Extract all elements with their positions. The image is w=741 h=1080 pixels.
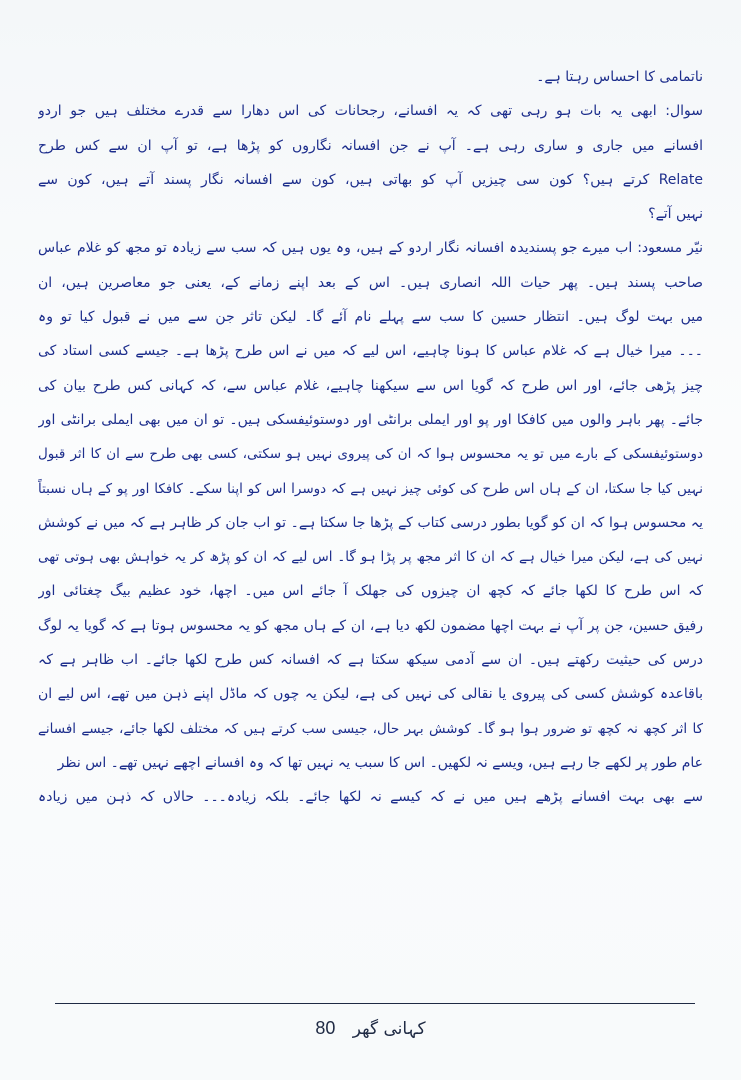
text-line: باقاعدہ کوشش کسی کی پیروی یا نقالی کی نہیں کی ہے، لیکن یہ چوں کہ ماڈل اپنے ذہن میں تھے، اس لیے ان [38, 686, 703, 703]
text-line: میں بہت لوگ ہیں۔ انتظار حسین کا سب سے پہلے نام آئے گا۔ لیکن تاثر جن سے میں نے قبول کیا تو وہ [38, 309, 703, 326]
text-line: ۔۔۔ میرا خیال ہے کہ غلام عباس کا ہونا چاہیے، اس لیے کہ میں نے اس طرح پڑھا ہے۔ جیسے کسی استاد کی [38, 343, 703, 360]
text-line: سوال: ابھی یہ بات ہو رہی تھی کہ یہ افسانے، رجحانات کی اس دھارا سے قدرے مختلف ہیں جو اردو [38, 103, 703, 120]
text-line: صاحب پسند ہیں۔ پھر حیات اللہ انصاری ہیں۔ اس کے بعد اپنے زمانے کے، یعنی جو معاصرین ہیں، ان [38, 274, 703, 291]
text-line: کہ اس طرح کا لکھا جائے کہ کچھ ان چیزوں کی جھلک آ جائے اس میں۔ اچھا، خود عظیم بیگ چغتائی اور [38, 583, 703, 600]
page-footer [0, 1018, 741, 1039]
text-line: درس کی حیثیت رکھتے ہیں۔ ان سے آدمی سیکھ سکتا ہے کہ افسانہ کس طرح لکھا جائے۔ اب ظاہر ہے کہ [38, 652, 703, 669]
book-title: کہانی گھر [352, 1019, 426, 1039]
text-line: افسانے میں جاری و ساری رہی ہے۔ آپ نے جن افسانہ نگاروں کو پڑھا ہے، تو آپ ان سے کس طرح [38, 137, 703, 154]
text-line: دوستوئیفسکی کے بارے میں تو یہ محسوس ہوا کہ ان کی پیروی نہیں ہو سکتی، کسی بھی طرح سے ان کا اثر قبول [38, 446, 703, 463]
text-line: سے بھی بہت افسانے پڑھے ہیں میں نے کہ کیسے نہ لکھا جائے۔ بلکہ زیادہ۔۔۔ حالاں کہ ذہن میں زیادہ [38, 789, 703, 806]
text-line: یہ محسوس ہوا کہ ان کو گویا بطور درسی کتاب کے پڑھا جا سکتا ہے۔ تو اب جان کر ظاہر ہے کہ میں نے کوشش [38, 514, 703, 531]
page-number: 80 [315, 1018, 336, 1038]
text-line: چیز پڑھی جائے، اور اس طرح کہ گویا اس سے سیکھنا چاہیے، غلام عباس سے، کہ کہانی کس طرح بیان کی [38, 377, 703, 394]
text-line: نہیں کیا جا سکتا، ان کے ہاں اس طرح کی کوئی چیز نہیں ہے کہ دوسرا اس کو اپنا سکے۔ کافکا اور پو کے ہاں نسبتاً [38, 480, 703, 497]
text-line: Relate کرتے ہیں؟ کون سی چیزیں آپ کو بھاتی ہیں، کون سے افسانہ نگار پسند آتے ہیں، کون سے [38, 171, 703, 188]
text-line: نیّر مسعود: اب میرے جو پسندیدہ افسانہ نگار اردو کے ہیں، وہ یوں ہیں کہ سب سے زیادہ تو مجھ کو غلام عباس [38, 240, 703, 257]
text-line: ناتمامی کا احساس رہتا ہے۔ [536, 69, 703, 85]
footer-rule [55, 1003, 695, 1004]
text-line: رفیق حسین، جن پر آپ نے بہت اچھا مضمون لکھ دیا ہے، ان کے ہاں مجھ کو یہ محسوس ہوتا ہے کہ گویا یہ لوگ [38, 617, 703, 634]
interview-text [38, 60, 703, 815]
text-line: نہیں کی ہے، لیکن میرا خیال ہے کہ ان کا اثر مجھ پر پڑا ہو گا۔ اس لیے کہ ان کو پڑھ کر یہ خواہش بھی ہوتی تھی [38, 549, 703, 566]
text-line: عام طور پر لکھے جا رہے ہیں، ویسے نہ لکھیں۔ اس کا سبب یہ نہیں تھا کہ وہ افسانے اچھے نہیں تھے۔ اس نظر [57, 754, 703, 771]
text-line: جائے۔ پھر باہر والوں میں کافکا اور پو اور ایملی برانٹی اور دوستوئیفسکی ہیں۔ تو ان میں بھی ایملی برانٹی اور [38, 411, 703, 428]
text-line: نہیں آتے؟ [648, 206, 703, 223]
text-line: کا اثر کچھ نہ کچھ تو ضرور ہوا ہو گا۔ کوشش بہر حال، جیسی سب کرتے ہیں کہ مختلف لکھا جائے، جیسے افسانے [38, 720, 703, 737]
